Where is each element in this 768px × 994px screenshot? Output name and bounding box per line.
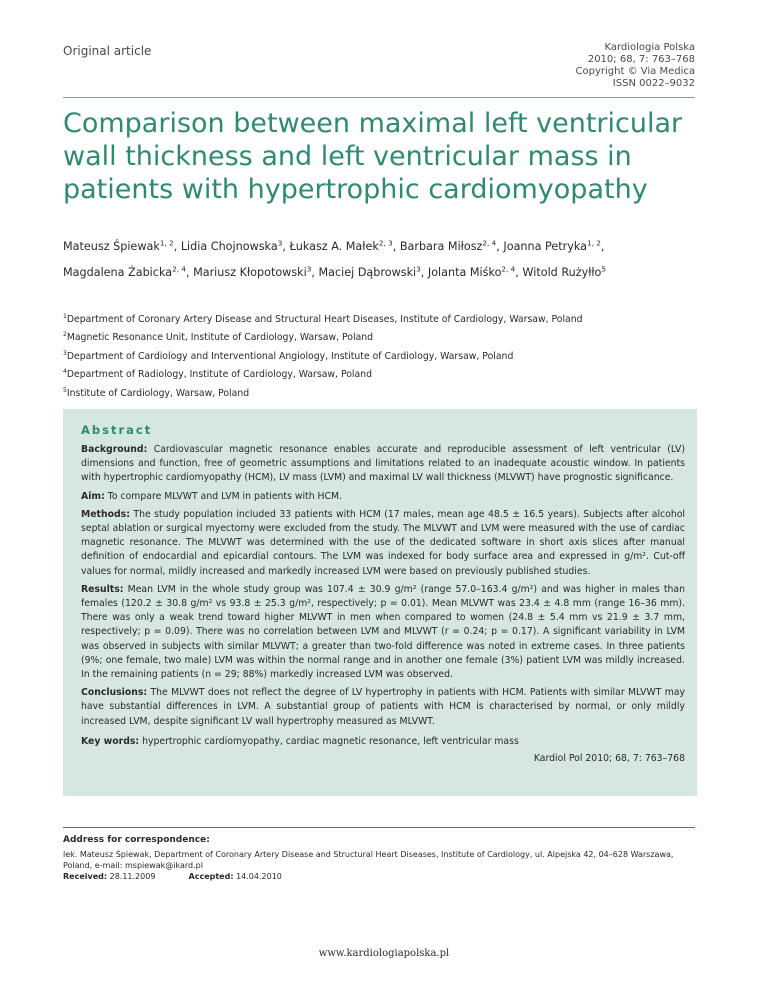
author: Witold Rużyłło$^5$	[522, 264, 607, 279]
accepted-date: 14.04.2010	[236, 872, 282, 881]
abstract-keywords: Key words: hypertrophic cardiomyopathy, cardiac magnetic resonance, left ventricular mass	[81, 735, 519, 747]
affiliation: $^4$Department of Radiology, Institute of Cardiology, Warsaw, Poland	[63, 368, 372, 381]
abstract-methods: Methods: The study population included 33 patients with HCM (17 males, mean age 48.5 ± 16.5 years). Subjects after alcohol septal ablation or surgical myectomy were excluded from the study. The MLVWT and LVM were measured with the use of cardiac magnetic resonance. The MLVWT was determined with the use of the dedicated software in short axis slices after manual definition of endocardial and epicardial contours. The LVM was indexed for body surface area and expressed in g/m². Cut-off values for normal, mildly increased and markedly increased LVM were based on previously published studies.	[81, 508, 685, 577]
author: Mariusz Kłopotowski$^3$	[193, 264, 312, 279]
received-label: Received:	[63, 872, 108, 881]
author: Mateusz Śpiewak$^{1, 2}$	[63, 238, 174, 253]
abstract-box	[63, 409, 697, 796]
correspondence-address: lek. Mateusz Śpiewak, Department of Coronary Artery Disease and Structural Heart Diseases, Institute of Cardiology, ul. Alpejska 42, 04–628 Warszawa,	[63, 850, 674, 859]
title-line: Comparison between maximal left ventricular	[63, 108, 683, 139]
received-date: 28.11.2009	[109, 872, 156, 881]
author: Magdalena Żabicka$^{2, 4}$	[63, 264, 186, 279]
correspondence-dates	[63, 871, 703, 882]
correspondence-block	[63, 835, 703, 882]
author: Barbara Miłosz$^{2, 4}$	[399, 238, 497, 253]
correspondence-divider	[63, 827, 695, 828]
author: Joanna Petryka$^{1, 2}$	[503, 238, 601, 253]
journal-info	[576, 42, 695, 90]
title-line: wall thickness and left ventricular mass in	[63, 141, 632, 172]
affiliation: $^3$Department of Cardiology and Interventional Angiology, Institute of Cardiology, Warsaw, Poland	[63, 349, 514, 362]
abstract-background: Background: Cardiovascular magnetic resonance enables accurate and reproducible assessment of left ventricular (LV) dimensions and function, free of geometric assumptions and limitations related to an inadequate acoustic window. In patients with hypertrophic cardiomyopathy (HCM), LV mass (LVM) and maximal LV wall thickness (MLVWT) have prognostic significance.	[81, 444, 685, 484]
article-title	[63, 107, 703, 206]
header-divider	[63, 97, 695, 98]
author: Lidia Chojnowska$^3$	[180, 238, 283, 253]
abstract-citation: Kardiol Pol 2010; 68, 7: 763–768	[533, 753, 685, 765]
author: Maciej Dąbrowski$^3$	[318, 264, 421, 279]
author-list: Mateusz Śpiewak$^{1, 2}$, Lidia Chojnowska$^3$, Łukasz A. Małek$^{2, 3}$, Barbara Miłosz$^{2, 4}$, Joanna Petryka$^{1, 2}$, Magdalena Żabicka$^{2, 4}$, Mariusz Kłopotowski$^3$, Maciej Dąbrowski$^3$, Jolanta Miśko$^{2, 4}$, Witold Rużyłło$^5$	[63, 238, 607, 279]
abstract-results: Results: Mean LVM in the whole study group was 107.4 ± 30.9 g/m² (range 57.0–163.4 g/m²) and was higher in males than females (120.2 ± 30.8 g/m² vs 93.8 ± 25.3 g/m², respectively; p = 0.01). Mean MLVWT was 23.4 ± 4.8 mm (range 16–36 mm). There was only a weak trend toward higher MLVWT in men when compared to women (24.8 ± 5.4 mm vs 21.9 ± 3.7 mm, respectively; p = 0.09). There was no correlation between LVM and MLVWT (r = 0.24; p = 0.17). A significant variability in LVM was observed in subjects with similar MLVWT; a greater than two-fold difference was noted in extreme cases. In three patients (9%; one female, two male) LVM was within the normal range and in another one female (3%) patient LVM was mildly increased. In the remaining patients (n = 29; 88%) markedly increased LVM was observed.	[81, 583, 685, 681]
abstract-aim: Aim: To compare MLVWT and LVM in patients with HCM.	[81, 490, 343, 502]
affiliation: $^5$Institute of Cardiology, Warsaw, Poland	[63, 386, 250, 399]
journal-issn: ISSN 0022–9032	[612, 78, 695, 89]
affiliation: $^1$Department of Coronary Artery Disease and Structural Heart Diseases, Institute of Cardiology, Warsaw, Poland	[63, 312, 583, 325]
abstract-conclusions: Conclusions: The MLVWT does not reflect the degree of LV hypertrophy in patients with HCM. Patients with similar MLVWT may have substantial differences in LVM. A substantial group of patients with HCM is characterised by normal, or only mildly increased LVM, despite significant LV wall hypertrophy measured as MLVWT.	[81, 687, 685, 727]
correspondence-heading: Address for correspondence:	[63, 835, 210, 845]
article-section-label: Original article	[63, 44, 152, 58]
accepted-label: Accepted:	[188, 872, 234, 881]
journal-name: Kardiologia Polska	[604, 42, 695, 53]
affiliation-list	[63, 311, 703, 403]
affiliation: $^2$Magnetic Resonance Unit, Institute of Cardiology, Warsaw, Poland	[63, 331, 374, 344]
title-line: patients with hypertrophic cardiomyopathy	[63, 174, 648, 205]
journal-copyright: Copyright © Via Medica	[575, 66, 695, 77]
correspondence-email: Poland, e-mail: mspiewak@ikard.pl	[63, 861, 203, 870]
author: Łukasz A. Małek$^{2, 3}$	[289, 238, 393, 253]
abstract-heading: Abstract	[81, 423, 153, 437]
footer-url: www.kardiologiapolska.pl	[318, 948, 450, 959]
journal-volume: 2010; 68, 7: 763–768	[587, 54, 695, 65]
author: Jolanta Miśko$^{2, 4}$	[427, 264, 516, 279]
